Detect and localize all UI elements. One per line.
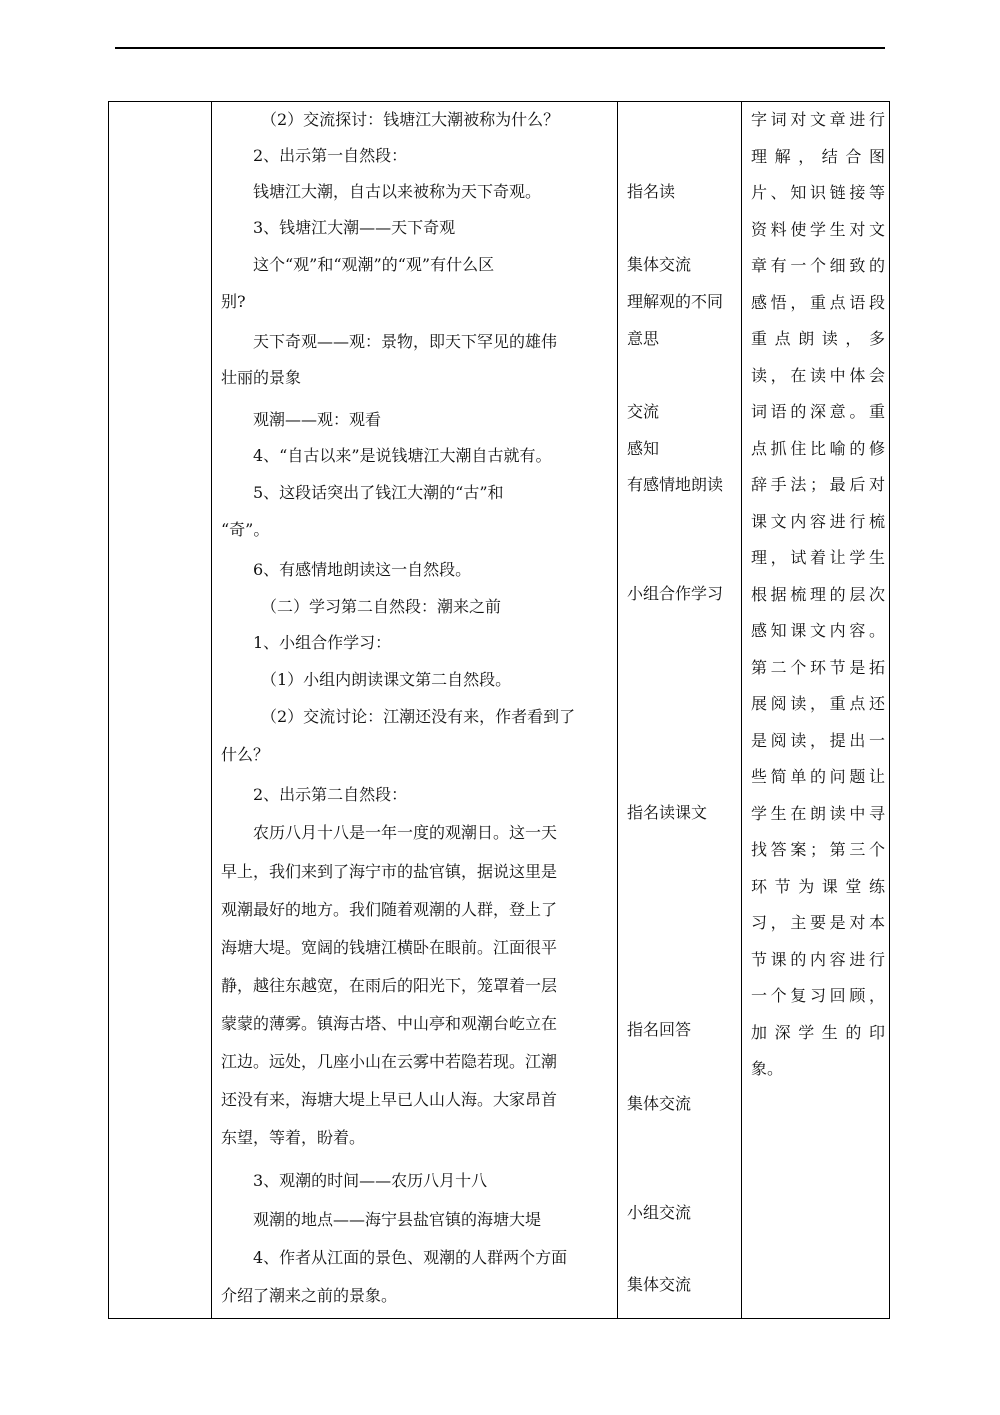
- note-line: 课文内容进行梳: [751, 511, 885, 531]
- note-line: 些简单的问题让: [751, 767, 885, 786]
- content-line: 观潮的地点——海宁县盐官镇的海塘大堤: [253, 1210, 542, 1229]
- content-line: 3、观潮的时间——农历八月十八: [253, 1171, 488, 1190]
- note-line: 资料使学生对文: [751, 219, 885, 239]
- content-line: 海塘大堤。宽阔的钱塘江横卧在眼前。江面很平: [221, 938, 558, 957]
- note-line: 辞手法；最后对: [751, 475, 885, 494]
- note-line: 习，主要是对本: [751, 913, 885, 932]
- content-line: 4、“自古以来”是说钱塘江大潮自古就有。: [253, 446, 552, 465]
- method-item: 小组合作学习: [627, 584, 724, 603]
- note-line: 片、知识链接等: [751, 183, 885, 202]
- note-line: 章有一个细致的: [751, 256, 885, 275]
- method-item: 指名读: [627, 182, 676, 201]
- note-line: 词语的深意。重: [751, 402, 885, 421]
- note-line: 重点朗读，多: [751, 329, 885, 348]
- note-line: 第二个环节是拓: [751, 657, 885, 677]
- method-item: 集体交流: [627, 1275, 692, 1294]
- lesson-plan-table: [108, 101, 890, 1319]
- content-line: 钱塘江大潮，自古以来被称为天下奇观。: [253, 182, 542, 201]
- method-item: 指名读课文: [627, 803, 708, 822]
- content-line: 别?: [221, 292, 246, 311]
- content-line: 还没有来，海塘大堤上早已人山人海。大家昂首: [221, 1090, 558, 1109]
- content-line: 4、作者从江面的景色、观潮的人群两个方面: [253, 1248, 568, 1267]
- note-line: 理解，结合图: [751, 146, 885, 166]
- content-line: （2）交流探讨：钱塘江大潮被称为什么？: [261, 110, 560, 129]
- note-line: 读，在读中体会: [751, 365, 885, 385]
- content-line: 东望，等着，盼着。: [221, 1128, 366, 1147]
- content-line: 天下奇观——观：景物，即天下罕见的雄伟: [253, 332, 558, 351]
- note-line: 加深学生的印: [751, 1022, 885, 1042]
- content-line: 壮丽的景象: [221, 368, 302, 387]
- method-item: 指名回答: [627, 1020, 692, 1039]
- content-line: 静，越往东越宽，在雨后的阳光下，笼罩着一层: [221, 976, 558, 995]
- note-line: 感知课文内容。: [751, 621, 885, 640]
- note-line: 根据梳理的层次: [751, 584, 885, 604]
- note-line: 环节为课堂练: [751, 876, 885, 896]
- method-item: 意思: [627, 329, 660, 348]
- method-item: 理解观的不同: [627, 292, 724, 311]
- method-item: 交流: [627, 402, 660, 421]
- content-line: （2）交流讨论：江潮还没有来，作者看到了: [261, 707, 576, 726]
- note-line: 感悟，重点语段: [751, 292, 885, 312]
- method-item: 集体交流: [627, 255, 692, 274]
- note-line: 展阅读，重点还: [751, 694, 885, 713]
- content-line: 观潮最好的地方。我们随着观潮的人群，登上了: [221, 900, 558, 919]
- note-line: 字词对文章进行: [751, 110, 885, 129]
- method-item: 有感情地朗读: [627, 475, 724, 494]
- content-line: 早上，我们来到了海宁市的盐官镇，据说这里是: [221, 862, 558, 881]
- content-line: （1）小组内朗读课文第二自然段。: [261, 670, 512, 689]
- content-line: 观潮——观：观看: [253, 410, 382, 429]
- note-line: 学生在朗读中寻: [751, 803, 885, 823]
- note-line: 节课的内容进行: [751, 949, 885, 969]
- note-line: 象。: [751, 1059, 784, 1078]
- content-line: 介绍了潮来之前的景象。: [221, 1286, 398, 1305]
- content-line: 6、有感情地朗读这一自然段。: [253, 560, 472, 579]
- note-line: 点抓住比喻的修: [751, 438, 885, 458]
- content-line: 5、这段话突出了钱江大潮的“古”和: [253, 483, 504, 502]
- column-divider: [617, 102, 618, 1318]
- content-line: 这个“观”和“观潮”的“观”有什么区: [253, 255, 495, 274]
- note-line: 找答案；第三个: [751, 840, 885, 859]
- content-line: “奇”。: [221, 520, 270, 539]
- content-line: 2、出示第二自然段：: [253, 785, 408, 804]
- content-line: 什么？: [221, 745, 270, 764]
- note-line: 理，试着让学生: [751, 548, 885, 567]
- content-line: 江边。远处，几座小山在云雾中若隐若现。江潮: [221, 1052, 558, 1071]
- content-line: （二）学习第二自然段：潮来之前: [261, 597, 502, 616]
- note-line: 一个复习回顾，: [751, 986, 885, 1005]
- method-item: 感知: [627, 439, 660, 458]
- content-line: 蒙蒙的薄雾。镇海古塔、中山亭和观潮台屹立在: [221, 1014, 558, 1033]
- method-item: 集体交流: [627, 1094, 692, 1113]
- content-line: 农历八月十八是一年一度的观潮日。这一天: [253, 823, 558, 842]
- content-line: 1、小组合作学习：: [253, 633, 392, 652]
- column-divider: [211, 102, 212, 1318]
- column-divider: [741, 102, 742, 1318]
- content-line: 2、出示第一自然段：: [253, 146, 408, 165]
- content-line: 3、钱塘江大潮——天下奇观: [253, 218, 456, 237]
- note-line: 是阅读，提出一: [751, 730, 885, 750]
- header-rule: [115, 47, 885, 49]
- method-item: 小组交流: [627, 1203, 692, 1222]
